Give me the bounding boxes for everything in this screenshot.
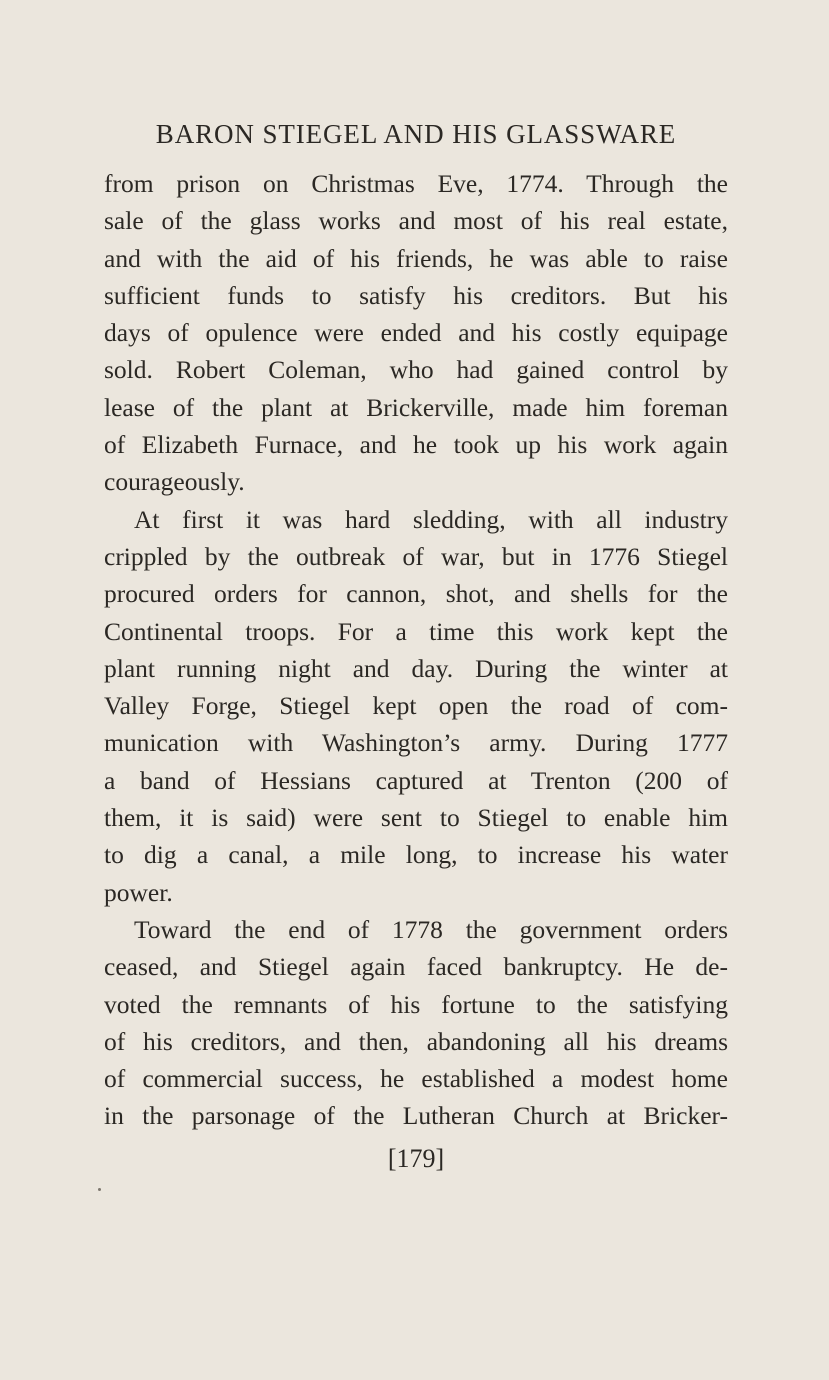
text-line: Toward the end of 1778 the government orders <box>134 914 728 944</box>
text-line: of commercial success, he established a modest home <box>104 1064 728 1094</box>
paper-speck <box>98 1188 101 1191</box>
text-line: munication with Washington’s army. During 1777 <box>104 728 728 758</box>
text-line: courageously. <box>104 467 245 497</box>
text-line: of Elizabeth Furnace, and he took up his work again <box>104 430 728 460</box>
page-number: [179] <box>387 1144 445 1173</box>
text-line: sufficient funds to satisfy his creditors. But his <box>104 280 728 310</box>
text-line: them, it is said) were sent to Stiegel to enable him <box>104 803 728 833</box>
text-line: to dig a canal, a mile long, to increase his water <box>104 840 728 870</box>
text-line: sold. Robert Coleman, who had gained control by <box>104 355 728 385</box>
text-line: At first it was hard sledding, with all industry <box>134 504 728 534</box>
text-line: lease of the plant at Brickerville, made him foreman <box>104 392 728 422</box>
text-line: plant running night and day. During the winter at <box>104 653 728 683</box>
paragraph-1 <box>104 165 728 501</box>
text-line: ceased, and Stiegel again faced bankruptcy. He de- <box>104 952 728 982</box>
text-line: a band of Hessians captured at Trenton (200 of <box>104 765 728 795</box>
paragraph-3 <box>104 911 728 1135</box>
text-line: in the parsonage of the Lutheran Church at Bricker- <box>104 1101 728 1131</box>
text-line: of his creditors, and then, abandoning all his dreams <box>104 1026 728 1056</box>
text-line: crippled by the outbreak of war, but in 1776 Stiegel <box>104 541 728 571</box>
text-line: sale of the glass works and most of his real estate, <box>104 206 728 236</box>
text-line: procured orders for cannon, shot, and shells for the <box>104 579 728 609</box>
text-line: power. <box>104 877 173 907</box>
text-line: and with the aid of his friends, he was able to raise <box>104 243 728 273</box>
text-line: Valley Forge, Stiegel kept open the road of com- <box>104 691 728 721</box>
text-line: days of opulence were ended and his costly equipage <box>104 318 728 348</box>
text-line: from prison on Christmas Eve, 1774. Through the <box>104 169 728 198</box>
text-line: Continental troops. For a time this work kept the <box>104 616 728 646</box>
body-text <box>104 165 728 1135</box>
running-head: BARON STIEGEL AND HIS GLASSWARE <box>155 119 677 149</box>
paragraph-2 <box>104 501 728 911</box>
text-line: voted the remnants of his fortune to the satisfying <box>104 989 728 1019</box>
